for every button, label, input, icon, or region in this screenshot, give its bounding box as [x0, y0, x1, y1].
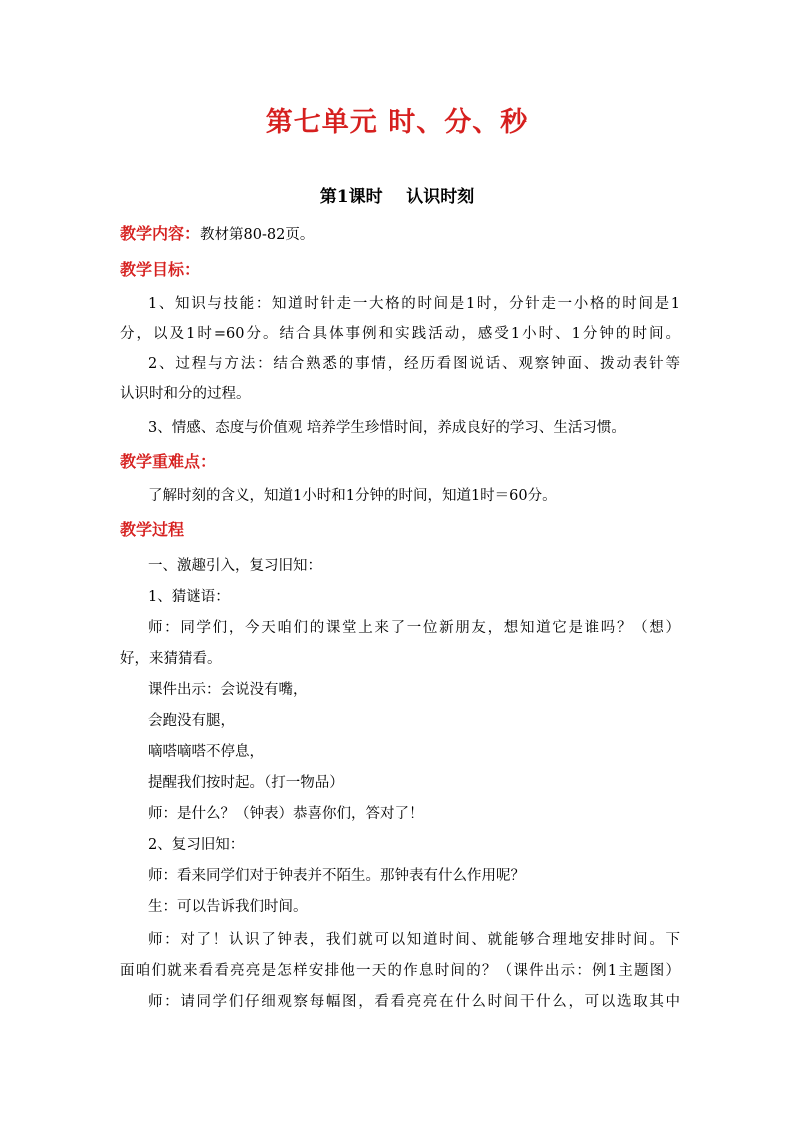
teaching-content-text: 教材第80-82页。 — [200, 227, 315, 243]
teaching-goals-heading: 教学目标： — [120, 260, 201, 279]
goal-line: 分，以及1时=60分。结合具体事例和实践活动，感受1小时、1分钟的时间。 — [120, 326, 680, 342]
process-line: 好，来猜猜看。 — [120, 651, 222, 667]
goal-line: 3、情感、态度与价值观 培养学生珍惜时间，养成良好的学习、生活习惯。 — [148, 420, 626, 436]
goal-line: 1、知识与技能：知道时针走一大格的时间是1时，分针走一小格的时间是1 — [148, 296, 680, 312]
process-line: 师：是什么？（钟表）恭喜你们，答对了！ — [148, 806, 424, 822]
unit-title: 第七单元 时、分、秒 — [265, 107, 529, 138]
process-line: 师：同学们，今天咱们的课堂上来了一位新朋友，想知道它是谁吗？（想） — [148, 620, 680, 636]
teaching-process-heading: 教学过程 — [120, 520, 185, 539]
process-line: 师：请同学们仔细观察每幅图，看看亮亮在什么时间干什么，可以选取其中 — [148, 994, 680, 1010]
process-line: 1、猜谜语： — [148, 589, 230, 605]
key-points-heading: 教学重难点： — [120, 452, 217, 471]
process-line: 一、激趣引入，复习旧知： — [148, 558, 322, 574]
process-line: 提醒我们按时起。（打一物品） — [148, 775, 344, 791]
process-line: 生：可以告诉我们时间。 — [148, 899, 308, 915]
key-points-text: 了解时刻的含义，知道1小时和1分钟的时间，知道1时＝60分。 — [148, 488, 557, 504]
lesson-title: 第1课时 认识时刻 — [319, 187, 475, 207]
teaching-content-label: 教学内容： — [120, 224, 201, 243]
teaching-content-line — [120, 224, 680, 245]
goal-line: 2、过程与方法：结合熟悉的事情，经历看图说话、观察钟面、拨动表针等 — [148, 356, 680, 372]
process-line: 课件出示：会说没有嘴， — [148, 682, 308, 698]
process-line: 师：看来同学们对于钟表并不陌生。那钟表有什么作用呢？ — [148, 868, 525, 884]
goal-line: 认识时和分的过程。 — [120, 386, 251, 402]
process-line: 师：对了！认识了钟表，我们就可以知道时间、就能够合理地安排时间。下 — [148, 932, 680, 948]
process-line: 嘀嗒嘀嗒不停息， — [148, 744, 264, 760]
process-line: 2、复习旧知： — [148, 837, 245, 853]
process-line: 面咱们就来看看亮亮是怎样安排他一天的作息时间的？（课件出示：例1主题图） — [120, 963, 680, 979]
process-line: 会跑没有腿， — [148, 713, 235, 729]
